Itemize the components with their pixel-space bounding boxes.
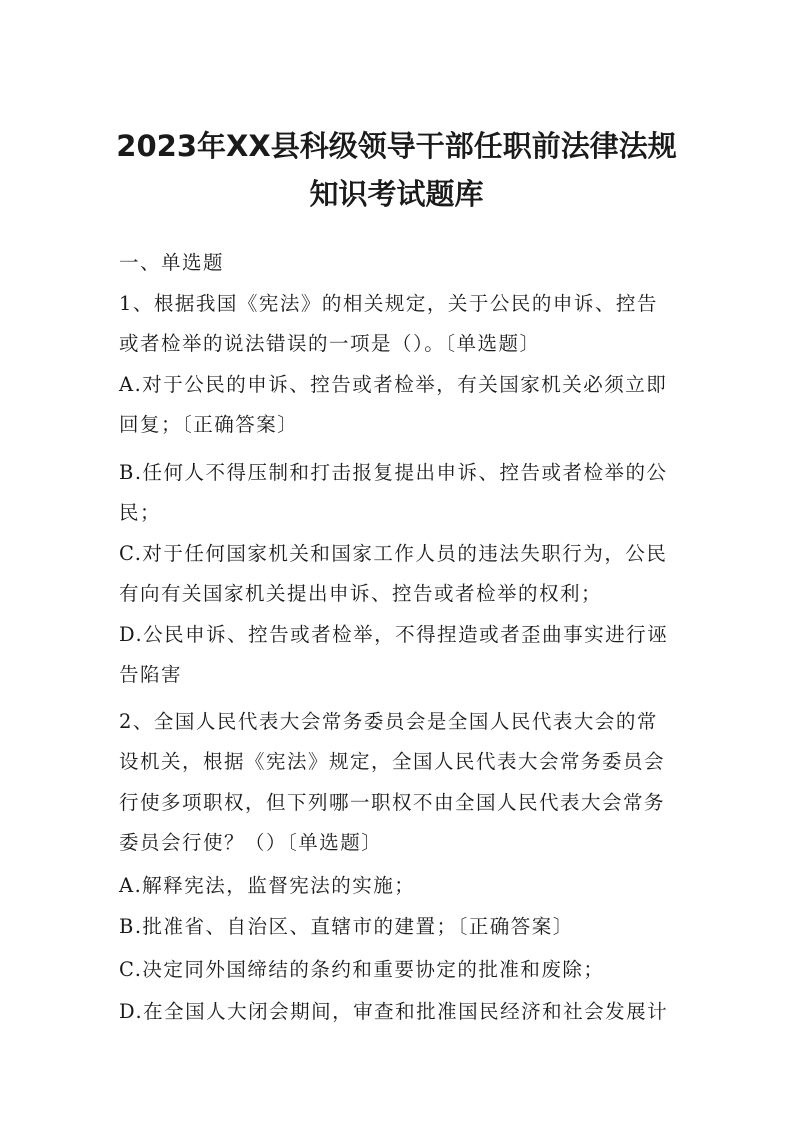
question-2-stem-line-2: 设机关，根据《宪法》规定，全国人民代表大会常务委员会: [119, 750, 666, 773]
question-1-option-a-line-2: 回复；〔正确答案〕: [119, 413, 299, 436]
question-2-option-d-line-1: D.在全国人大闭会期间，审查和批准国民经济和社会发展计: [119, 1000, 669, 1023]
question-2-option-b: B.批准省、自治区、直辖市的建置；〔正确答案〕: [119, 915, 574, 938]
question-1-option-c-line-2: 有向有关国家机关提出申诉、控告或者检举的权利；: [119, 582, 603, 605]
question-2-stem-line-4: 委员会行使？（）〔单选题〕: [119, 831, 383, 854]
question-2-option-a: A.解释宪法，监督宪法的实施；: [119, 874, 416, 897]
question-1-option-b-line-1: B.任何人不得压制和打击报复提出申诉、控告或者检举的公: [119, 461, 668, 484]
document-title-line-1: 2023年XX县科级领导干部任职前法律法规: [116, 129, 677, 163]
question-1-stem-line-2: 或者检举的说法错误的一项是（）。〔单选题〕: [119, 332, 541, 355]
section-heading: 一、单选题: [119, 251, 225, 274]
question-1-option-d-line-2: 告陷害: [119, 663, 183, 686]
question-2-stem-line-3: 行使多项职权，但下列哪一职权不由全国人民代表大会常务: [119, 791, 666, 814]
document-title-line-2: 知识考试题库: [309, 177, 484, 211]
question-2-stem-line-1: 2、全国人民代表大会常务委员会是全国人民代表大会的常: [119, 710, 658, 733]
question-2-option-c: C.决定同外国缔结的条约和重要协定的批准和废除；: [119, 958, 605, 981]
question-1-option-c-line-1: C.对于任何国家机关和国家工作人员的违法失职行为，公民: [119, 542, 668, 565]
question-1-option-b-line-2: 民；: [119, 501, 162, 524]
question-1-option-a-line-1: A.对于公民的申诉、控告或者检举，有关国家机关必须立即: [119, 373, 668, 396]
question-1-stem-line-1: 1、根据我国《宪法》的相关规定，关于公民的申诉、控告: [119, 292, 658, 315]
question-1-option-d-line-1: D.公民申诉、控告或者检举，不得捏造或者歪曲事实进行诬: [119, 623, 669, 646]
